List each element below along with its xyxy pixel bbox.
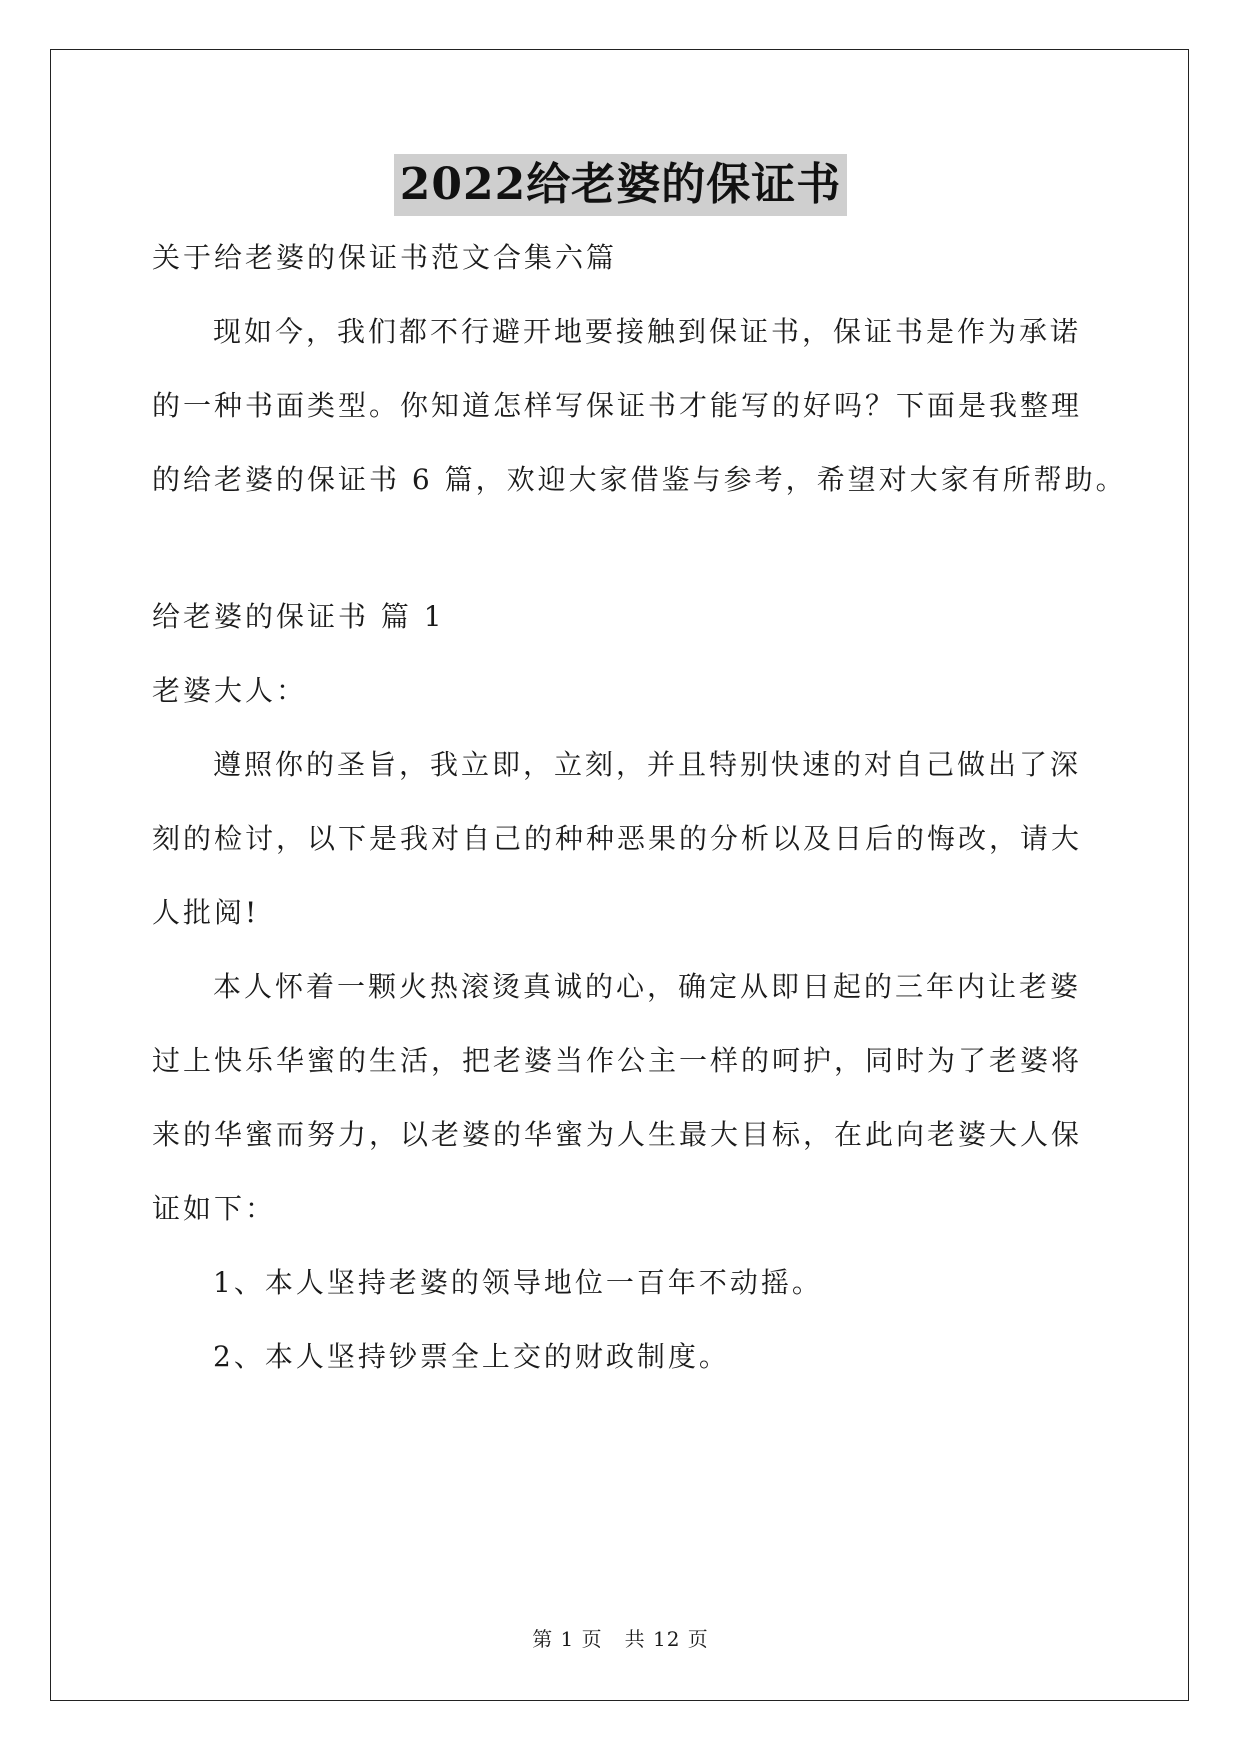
list-item-1: 1、本人坚持老婆的领导地位一百年不动摇。 (213, 1266, 823, 1299)
para2-line-3: 来的华蜜而努力，以老婆的华蜜为人生最大目标，在此向老婆大人保 (152, 1118, 1083, 1151)
document-title: 2022给老婆的保证书 (394, 154, 847, 216)
list-item-2: 2、本人坚持钞票全上交的财政制度。 (213, 1340, 730, 1373)
para2-line-2: 过上快乐华蜜的生活，把老婆当作公主一样的呵护，同时为了老婆将 (152, 1044, 1083, 1077)
para2-line-1: 本人怀着一颗火热滚烫真诚的心，确定从即日起的三年内让老婆 (213, 970, 1082, 1003)
para1-line-2: 刻的检讨，以下是我对自己的种种恶果的分析以及日后的悔改，请大 (152, 822, 1083, 855)
section-heading: 给老婆的保证书 篇 1 (152, 600, 445, 633)
salutation: 老婆大人： (152, 674, 308, 707)
para2-line-4: 证如下： (152, 1192, 277, 1225)
intro-line-3: 的给老婆的保证书 6 篇，欢迎大家借鉴与参考，希望对大家有所帮助。 (152, 463, 1127, 496)
para1-line-1: 遵照你的圣旨，我立即，立刻，并且特别快速的对自己做出了深 (213, 748, 1082, 781)
intro-line-1: 现如今，我们都不行避开地要接触到保证书，保证书是作为承诺 (213, 315, 1082, 348)
page-footer (0, 1626, 1241, 1652)
title-container (0, 154, 1241, 216)
page-border (50, 49, 1189, 1701)
page-number-current: 第 1 页 (532, 1627, 603, 1651)
document-subtitle: 关于给老婆的保证书范文合集六篇 (152, 241, 618, 274)
page-number-total: 共 12 页 (624, 1627, 709, 1651)
intro-line-2: 的一种书面类型。你知道怎样写保证书才能写的好吗？下面是我整理 (152, 389, 1083, 422)
para1-line-3: 人批阅! (152, 896, 260, 929)
